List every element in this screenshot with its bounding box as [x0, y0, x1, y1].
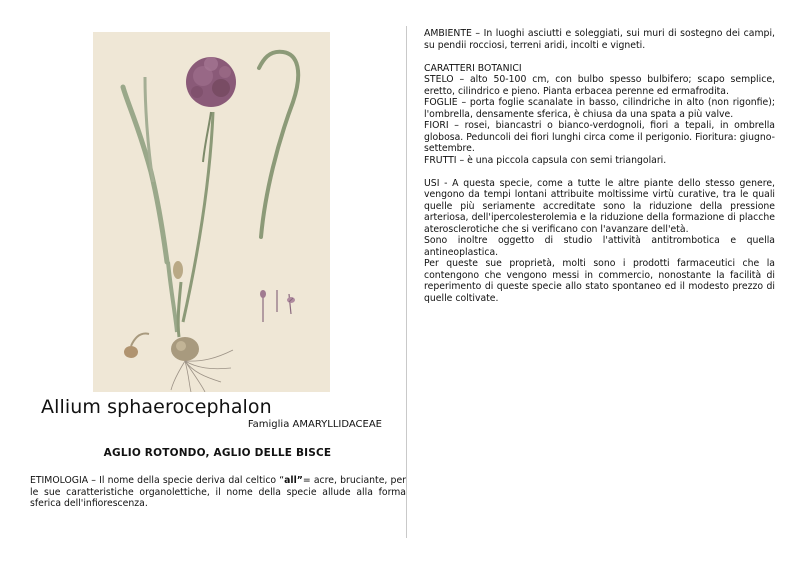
botanical-illustration — [93, 32, 330, 392]
common-names: AGLIO ROTONDO, AGLIO DELLE BISCE — [103, 447, 332, 459]
etymology-paragraph — [30, 475, 406, 510]
foglie-paragraph: FOGLIE – porta foglie scanalate in basso, cilindriche in alto (non rigonfie); l'ombrella, densamente sferica, è chiusa da una spata a più valve. — [424, 97, 775, 120]
description-column — [424, 28, 775, 304]
fiori-paragraph: FIORI – rosei, biancastri o bianco-verdognoli, fiori a tepali, in ombrella globosa. Peduncoli dei fiori lunghi circa come il perigonio. Fioritura: giugno-settembre. — [424, 120, 775, 154]
usi-paragraph-3: Per queste sue proprietà, molti sono i prodotti farmaceutici che la contengono che vengono messi in commercio, nonostante la facilità di reperimento di queste specie allo stato spontaneo ed il modesto prezzo di quelle coltivate. — [424, 258, 775, 304]
stelo-paragraph: STELO – alto 50-100 cm, con bulbo spesso bulbifero; scapo semplice, eretto, cilindrico e pieno. Pianta erbacea perenne ed ermafrodita. — [424, 74, 775, 97]
etymology-rest: = acre, bruciante, per le sue caratteristiche organolettiche, il nome della specie allude alla forma sferica dell'infiorescenza. — [30, 475, 406, 509]
ambiente-paragraph: AMBIENTE – In luoghi asciutti e soleggiati, sui muri di sostegno dei campi, su pendii rocciosi, terreni aridi, incolti e vigneti. — [424, 28, 775, 51]
family-name: Famiglia AMARYLLIDACEAE — [247, 419, 382, 430]
usi-paragraph-2: Sono inoltre oggetto di studio l'attività antitrombotica e quella antineoplastica. — [424, 235, 775, 258]
column-divider — [406, 26, 407, 538]
etymology-bold: all” — [284, 475, 303, 486]
species-name: Allium sphaerocephalon — [41, 396, 272, 418]
caratteri-title: CARATTERI BOTANICI — [424, 62, 522, 74]
etymology-lead: ETIMOLOGIA – Il nome della specie deriva dal celtico “ — [30, 475, 285, 486]
usi-paragraph: USI - A questa specie, come a tutte le altre piante dello stesso genere, vengono da tempi lontani attribuite moltissime virtù curative, tra le quali quelle più seriamente accreditate sono la riduzione della pressione arteriosa, dell'ipercolesterolemia e la riduzione della formazione di placche aterosclerotiche che si verificano con l'avanzare dell'età. — [424, 177, 775, 235]
frutti-paragraph: FRUTTI – è una piccola capsula con semi triangolari. — [424, 154, 667, 166]
